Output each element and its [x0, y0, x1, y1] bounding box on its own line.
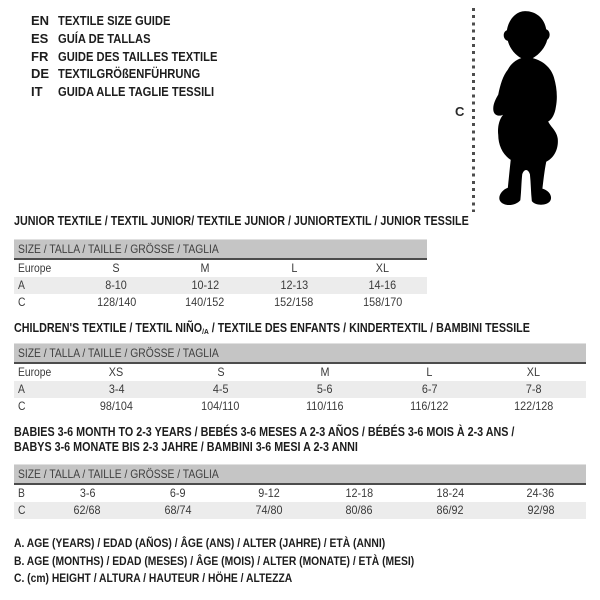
- language-row: [31, 48, 243, 66]
- language-title: TEXTILGRÖßENFÜHRUNG: [58, 66, 201, 82]
- table-row: [14, 502, 586, 519]
- table-row: [14, 260, 427, 277]
- value-cell: [314, 502, 405, 519]
- value-text: 92/98: [527, 503, 555, 517]
- value-text: 12-13: [280, 278, 308, 292]
- section-heading-junior: [14, 214, 543, 229]
- heading-subscript: /A: [202, 326, 209, 336]
- value-text: 62/68: [73, 503, 101, 517]
- value-text: L: [290, 261, 297, 275]
- row-label-text: B: [18, 486, 25, 500]
- language-title: GUIDA ALLE TAGLIE TESSILI: [58, 84, 215, 100]
- value-text: 158/170: [363, 295, 403, 309]
- value-cell: [64, 381, 168, 398]
- size-bar: SIZE / TALLA / TAILLE / GRÖSSE / TAGLIA: [14, 464, 586, 485]
- row-label: [14, 277, 72, 294]
- language-code: FR: [31, 48, 49, 64]
- row-label-text: C: [18, 503, 26, 517]
- table-row: [14, 485, 586, 502]
- row-label: [14, 398, 64, 415]
- value-cell: [405, 502, 496, 519]
- row-label-text: C: [18, 399, 26, 413]
- value-cell: [64, 364, 168, 381]
- value-text: 4-5: [212, 382, 229, 396]
- legend-text: A. AGE (YEARS) / EDAD (AÑOS) / ÂGE (ANS) / ALTER (JAHRE) / ETÀ (ANNI): [14, 536, 386, 550]
- row-label-text: Europe: [18, 261, 52, 275]
- value-text: 9-12: [257, 486, 280, 500]
- row-label: [14, 294, 72, 311]
- value-cell: [72, 260, 161, 277]
- height-dotted-line: [472, 8, 475, 212]
- value-text: 128/140: [96, 295, 136, 309]
- language-row: [31, 30, 243, 48]
- value-cell: [161, 260, 250, 277]
- size-bar: SIZE / TALLA / TAILLE / GRÖSSE / TAGLIA: [14, 343, 586, 364]
- value-cell: [377, 398, 481, 415]
- row-label: [14, 485, 42, 502]
- value-cell: [64, 398, 168, 415]
- section-heading-line: [14, 440, 514, 455]
- language-code: EN: [31, 13, 50, 28]
- table-row: [14, 364, 586, 381]
- value-cell: [482, 398, 586, 415]
- value-cell: [42, 502, 133, 519]
- language-code: ES: [31, 30, 49, 46]
- value-text: S: [216, 365, 225, 379]
- value-text: 68/74: [164, 503, 192, 517]
- size-bar: SIZE / TALLA / TAILLE / GRÖSSE / TAGLIA: [14, 239, 427, 260]
- legend-text: C. (cm) HEIGHT / ALTURA / HAUTEUR / HÖHE / ALTEZZA: [14, 571, 293, 586]
- value-text: 18-24: [436, 486, 464, 500]
- size-table-babies: [14, 464, 586, 519]
- row-label: [14, 381, 64, 398]
- row-label-text: Europe: [18, 365, 52, 379]
- value-text: 6-9: [170, 486, 186, 500]
- heading-text: BABIES 3-6 MONTH TO 2-3 YEARS / BEBÉS 3-6 MESES A 2-3 AÑOS / BÉBÉS 3-6 MOIS À 2-3 ANS /: [14, 425, 515, 439]
- language-row: [31, 83, 243, 101]
- row-label: [14, 364, 64, 381]
- value-cell: [161, 294, 250, 311]
- language-code: DE: [31, 66, 50, 82]
- language-row: [31, 65, 243, 83]
- value-text: 152/158: [274, 295, 314, 309]
- value-cell: [72, 294, 161, 311]
- value-text: 104/110: [201, 399, 240, 413]
- table-row: [14, 398, 586, 415]
- value-text: 14-16: [368, 278, 397, 292]
- value-cell: [133, 502, 224, 519]
- value-cell: [273, 381, 377, 398]
- value-text: 98/104: [99, 399, 133, 413]
- value-text: 116/122: [410, 399, 449, 413]
- value-text: L: [426, 365, 433, 379]
- value-text: 86/92: [436, 503, 464, 517]
- value-text: S: [112, 261, 120, 275]
- value-cell: [495, 485, 586, 502]
- value-text: 80/86: [345, 503, 373, 517]
- legend: [14, 535, 479, 588]
- row-label-text: A: [18, 278, 25, 292]
- heading-text: / TEXTILE DES ENFANTS / KINDERTEXTIL / BAMBINI TESSILE: [208, 321, 530, 335]
- language-row: [31, 12, 243, 30]
- value-cell: [133, 485, 224, 502]
- value-text: 8-10: [105, 278, 128, 292]
- row-label: [14, 502, 42, 519]
- section-heading-line: [14, 321, 530, 339]
- value-cell: [168, 381, 272, 398]
- value-cell: [338, 294, 427, 311]
- value-cell: [72, 277, 161, 294]
- legend-line: [14, 553, 479, 571]
- value-cell: [338, 260, 427, 277]
- value-cell: [168, 364, 272, 381]
- legend-text: B. AGE (MONTHS) / EDAD (MESES) / ÂGE (MOIS) / ALTER (MONATE) / ETÀ (MESI): [14, 553, 415, 568]
- section-heading-babies: [14, 425, 596, 454]
- value-cell: [168, 398, 272, 415]
- value-cell: [482, 381, 586, 398]
- heading-text: CHILDREN'S TEXTILE / TEXTIL NIÑO: [14, 321, 203, 335]
- row-label-text: A: [18, 382, 25, 396]
- language-code: IT: [31, 84, 43, 100]
- value-cell: [377, 381, 481, 398]
- value-cell: [405, 485, 496, 502]
- legend-line: [14, 570, 479, 588]
- value-cell: [250, 277, 339, 294]
- value-cell: [482, 364, 586, 381]
- value-cell: [495, 502, 586, 519]
- value-cell: [273, 398, 377, 415]
- language-title: GUIDE DES TAILLES TEXTILE: [58, 48, 218, 64]
- language-title: TEXTILE SIZE GUIDE: [58, 13, 171, 28]
- value-text: XL: [376, 261, 390, 275]
- value-text: 140/152: [185, 295, 225, 309]
- value-cell: [250, 294, 339, 311]
- row-label: [14, 260, 72, 277]
- value-text: 3-6: [79, 486, 96, 500]
- value-text: 6-7: [421, 382, 438, 396]
- value-cell: [250, 260, 339, 277]
- value-cell: [161, 277, 250, 294]
- size-table-children: [14, 343, 586, 415]
- heading-text: BABYS 3-6 MONATE BIS 2-3 JAHRE / BAMBINI 3-6 MESI A 2-3 ANNI: [14, 439, 358, 454]
- value-text: XS: [108, 365, 124, 379]
- table-row: [14, 277, 427, 294]
- table-row: [14, 294, 427, 311]
- value-cell: [273, 364, 377, 381]
- language-title: GUÍA DE TALLAS: [58, 30, 151, 46]
- value-text: 12-18: [345, 486, 374, 500]
- figure-height-label: C: [455, 104, 465, 119]
- value-text: 3-4: [108, 382, 125, 396]
- value-cell: [223, 502, 314, 519]
- value-text: 7-8: [526, 382, 542, 396]
- legend-line: [14, 535, 479, 553]
- value-text: 122/128: [514, 399, 554, 413]
- value-text: 110/116: [306, 399, 344, 413]
- row-label-text: C: [18, 295, 26, 309]
- value-text: M: [320, 365, 330, 379]
- section-heading-children: [14, 321, 600, 339]
- heading-text: JUNIOR TEXTILE / TEXTIL JUNIOR/ TEXTILE JUNIOR / JUNIORTEXTIL / JUNIOR TESSILE: [14, 214, 469, 228]
- section-heading-line: [14, 214, 469, 229]
- language-list: [31, 12, 243, 101]
- value-text: M: [200, 261, 210, 275]
- toddler-silhouette-image: [480, 8, 576, 210]
- value-cell: [314, 485, 405, 502]
- value-cell: [338, 277, 427, 294]
- value-cell: [42, 485, 133, 502]
- value-text: 24-36: [526, 486, 555, 500]
- value-text: 74/80: [255, 503, 283, 517]
- value-text: XL: [527, 365, 541, 379]
- value-text: 5-6: [317, 382, 333, 396]
- value-cell: [223, 485, 314, 502]
- value-text: 10-12: [191, 278, 219, 292]
- size-table-junior: [14, 239, 427, 311]
- table-row: [14, 381, 586, 398]
- value-cell: [377, 364, 481, 381]
- section-heading-line: [14, 425, 514, 440]
